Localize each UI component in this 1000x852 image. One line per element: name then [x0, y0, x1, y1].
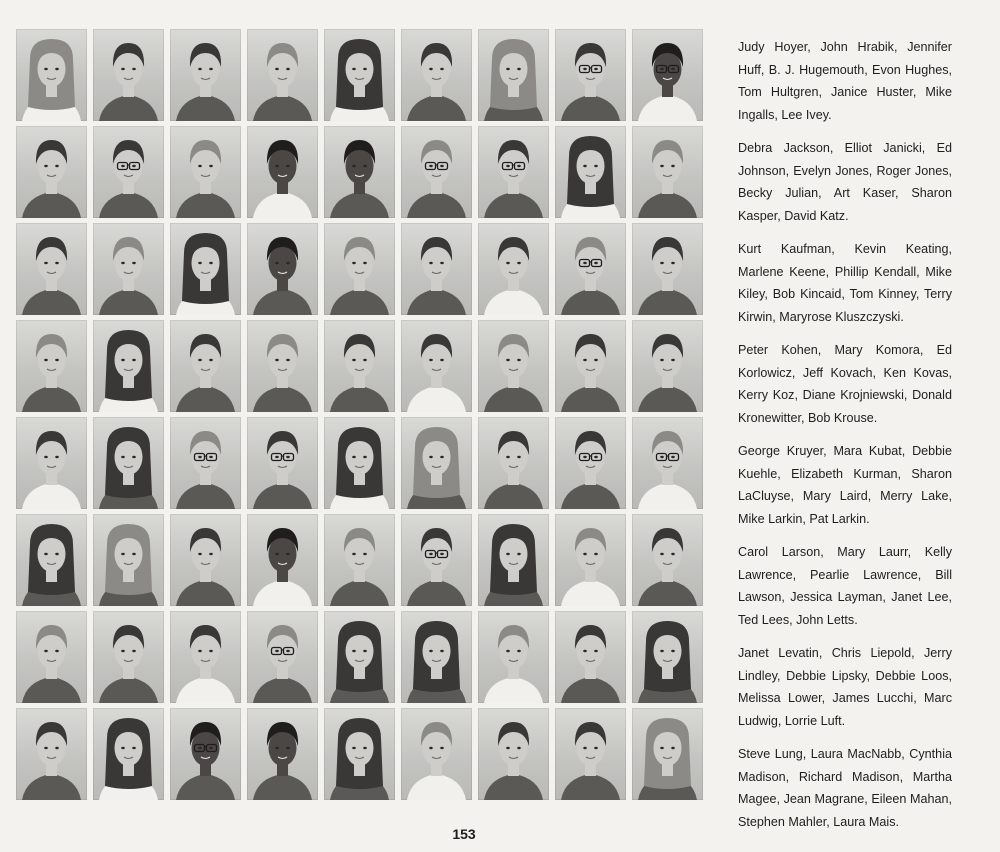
- portrait-silhouette: [401, 514, 472, 606]
- student-portrait: [478, 126, 549, 218]
- student-portrait: [170, 514, 241, 606]
- portrait-silhouette: [555, 611, 626, 703]
- student-portrait: [401, 514, 472, 606]
- student-portrait: [16, 514, 87, 606]
- student-portrait: [170, 126, 241, 218]
- portrait-silhouette: [401, 708, 472, 800]
- portrait-silhouette: [401, 320, 472, 412]
- student-portrait: [170, 223, 241, 315]
- student-portrait: [324, 417, 395, 509]
- student-portrait: [247, 29, 318, 121]
- student-portrait: [16, 126, 87, 218]
- portrait-silhouette: [555, 708, 626, 800]
- portrait-silhouette: [170, 514, 241, 606]
- student-portrait: [93, 611, 164, 703]
- portrait-silhouette: [478, 708, 549, 800]
- portrait-silhouette: [478, 126, 549, 218]
- portrait-silhouette: [478, 29, 549, 121]
- student-portrait: [247, 126, 318, 218]
- student-portrait: [555, 514, 626, 606]
- student-portrait: [632, 611, 703, 703]
- student-portrait: [632, 29, 703, 121]
- student-portrait: [632, 320, 703, 412]
- portrait-silhouette: [247, 223, 318, 315]
- portrait-silhouette: [632, 126, 703, 218]
- portrait-silhouette: [555, 514, 626, 606]
- student-portrait: [478, 708, 549, 800]
- portrait-silhouette: [632, 223, 703, 315]
- student-portrait: [324, 320, 395, 412]
- student-portrait: [170, 708, 241, 800]
- student-portrait: [170, 611, 241, 703]
- portrait-silhouette: [93, 514, 164, 606]
- portrait-silhouette: [16, 126, 87, 218]
- student-portrait: [16, 29, 87, 121]
- portrait-silhouette: [324, 29, 395, 121]
- portrait-silhouette: [401, 417, 472, 509]
- portrait-silhouette: [16, 320, 87, 412]
- student-portrait: [478, 417, 549, 509]
- student-portrait: [478, 611, 549, 703]
- student-portrait: [247, 223, 318, 315]
- student-portrait: [401, 708, 472, 800]
- student-portrait: [93, 514, 164, 606]
- portrait-silhouette: [555, 223, 626, 315]
- portrait-silhouette: [324, 417, 395, 509]
- student-portrait: [632, 417, 703, 509]
- student-portrait: [401, 29, 472, 121]
- student-portrait: [93, 223, 164, 315]
- caption-row-8: Steve Lung, Laura MacNabb, Cynthia Madison, Richard Madison, Martha Magee, Jean Magrane, Eileen Mahan, Stephen Mahler, Laura Mais.: [738, 747, 952, 829]
- portrait-silhouette: [170, 708, 241, 800]
- caption-column: [738, 36, 952, 833]
- student-portrait: [401, 611, 472, 703]
- student-portrait: [478, 223, 549, 315]
- student-portrait: [555, 320, 626, 412]
- student-portrait: [247, 708, 318, 800]
- portrait-silhouette: [16, 417, 87, 509]
- student-portrait: [170, 29, 241, 121]
- portrait-silhouette: [324, 708, 395, 800]
- portrait-silhouette: [170, 417, 241, 509]
- student-portrait: [632, 126, 703, 218]
- student-portrait: [324, 126, 395, 218]
- portrait-silhouette: [555, 126, 626, 218]
- student-portrait: [324, 514, 395, 606]
- student-portrait: [16, 708, 87, 800]
- student-portrait: [324, 29, 395, 121]
- portrait-silhouette: [478, 514, 549, 606]
- portrait-silhouette: [247, 514, 318, 606]
- portrait-silhouette: [170, 126, 241, 218]
- student-portrait: [16, 320, 87, 412]
- student-portrait: [555, 29, 626, 121]
- student-portrait: [16, 417, 87, 509]
- portrait-silhouette: [632, 708, 703, 800]
- portrait-silhouette: [555, 417, 626, 509]
- portrait-silhouette: [555, 320, 626, 412]
- student-portrait: [401, 320, 472, 412]
- student-portrait: [93, 708, 164, 800]
- portrait-grid: [16, 29, 703, 800]
- portrait-silhouette: [16, 514, 87, 606]
- portrait-silhouette: [401, 126, 472, 218]
- portrait-silhouette: [247, 708, 318, 800]
- portrait-silhouette: [632, 29, 703, 121]
- student-portrait: [478, 320, 549, 412]
- caption-row-4: Peter Kohen, Mary Komora, Ed Korlowicz, Jeff Kovach, Ken Kovas, Kerry Koz, Diane Krojniewski, Donald Kronewitter, Bob Krouse.: [738, 343, 952, 425]
- student-portrait: [632, 514, 703, 606]
- portrait-silhouette: [16, 708, 87, 800]
- portrait-silhouette: [247, 126, 318, 218]
- caption-row-2: Debra Jackson, Elliot Janicki, Ed Johnson, Evelyn Jones, Roger Jones, Becky Julian, Art Kaser, Sharon Kasper, David Katz.: [738, 141, 952, 223]
- caption-row-7: Janet Levatin, Chris Liepold, Jerry Lindley, Debbie Lipsky, Debbie Loos, Melissa Lower, James Lucchi, Marc Ludwig, Lorrie Luft.: [738, 646, 952, 728]
- caption-row-5: George Kruyer, Mara Kubat, Debbie Kuehle, Elizabeth Kurman, Sharon LaCluyse, Mary Laird, Merry Lake, Mike Larkin, Pat Larkin.: [738, 444, 952, 526]
- student-portrait: [247, 611, 318, 703]
- portrait-silhouette: [93, 417, 164, 509]
- portrait-silhouette: [16, 223, 87, 315]
- student-portrait: [478, 514, 549, 606]
- portrait-silhouette: [324, 223, 395, 315]
- student-portrait: [170, 417, 241, 509]
- student-portrait: [401, 223, 472, 315]
- student-portrait: [16, 611, 87, 703]
- portrait-silhouette: [632, 611, 703, 703]
- portrait-silhouette: [401, 223, 472, 315]
- portrait-silhouette: [93, 708, 164, 800]
- portrait-silhouette: [170, 320, 241, 412]
- portrait-silhouette: [632, 417, 703, 509]
- student-portrait: [555, 126, 626, 218]
- student-portrait: [401, 126, 472, 218]
- page-number: 153: [452, 826, 476, 842]
- portrait-silhouette: [478, 320, 549, 412]
- portrait-silhouette: [247, 29, 318, 121]
- portrait-silhouette: [93, 126, 164, 218]
- student-portrait: [16, 223, 87, 315]
- portrait-silhouette: [93, 29, 164, 121]
- student-portrait: [93, 417, 164, 509]
- portrait-silhouette: [93, 223, 164, 315]
- portrait-silhouette: [16, 611, 87, 703]
- student-portrait: [555, 223, 626, 315]
- portrait-silhouette: [247, 320, 318, 412]
- caption-row-3: Kurt Kaufman, Kevin Keating, Marlene Keene, Phillip Kendall, Mike Kiley, Bob Kincaid, Tom Kinney, Terry Kirwin, Maryrose Kluszczyski.: [738, 242, 952, 324]
- portrait-silhouette: [478, 611, 549, 703]
- portrait-silhouette: [247, 417, 318, 509]
- student-portrait: [247, 417, 318, 509]
- portrait-silhouette: [93, 611, 164, 703]
- caption-row-1: Judy Hoyer, John Hrabik, Jennifer Huff, B. J. Hugemouth, Evon Hughes, Tom Hultgren, Janice Huster, Mike Ingalls, Lee Ivey.: [738, 40, 952, 122]
- student-portrait: [93, 320, 164, 412]
- caption-row-6: Carol Larson, Mary Laurr, Kelly Lawrence, Pearlie Lawrence, Bill Lawson, Jessica Layman, Janet Lee, Ted Lees, John Letts.: [738, 545, 952, 627]
- student-portrait: [324, 708, 395, 800]
- portrait-silhouette: [247, 611, 318, 703]
- student-portrait: [247, 320, 318, 412]
- portrait-silhouette: [93, 320, 164, 412]
- portrait-silhouette: [478, 223, 549, 315]
- portrait-silhouette: [16, 29, 87, 121]
- portrait-silhouette: [324, 514, 395, 606]
- portrait-silhouette: [401, 29, 472, 121]
- student-portrait: [93, 29, 164, 121]
- student-portrait: [478, 29, 549, 121]
- student-portrait: [555, 611, 626, 703]
- student-portrait: [324, 611, 395, 703]
- portrait-silhouette: [478, 417, 549, 509]
- student-portrait: [93, 126, 164, 218]
- student-portrait: [555, 708, 626, 800]
- portrait-silhouette: [632, 320, 703, 412]
- portrait-silhouette: [324, 320, 395, 412]
- portrait-silhouette: [170, 29, 241, 121]
- student-portrait: [170, 320, 241, 412]
- student-portrait: [632, 223, 703, 315]
- student-portrait: [247, 514, 318, 606]
- student-portrait: [632, 708, 703, 800]
- portrait-silhouette: [555, 29, 626, 121]
- portrait-silhouette: [324, 611, 395, 703]
- student-portrait: [401, 417, 472, 509]
- portrait-silhouette: [324, 126, 395, 218]
- portrait-silhouette: [170, 611, 241, 703]
- portrait-silhouette: [170, 223, 241, 315]
- student-portrait: [324, 223, 395, 315]
- portrait-silhouette: [401, 611, 472, 703]
- portrait-silhouette: [632, 514, 703, 606]
- student-portrait: [555, 417, 626, 509]
